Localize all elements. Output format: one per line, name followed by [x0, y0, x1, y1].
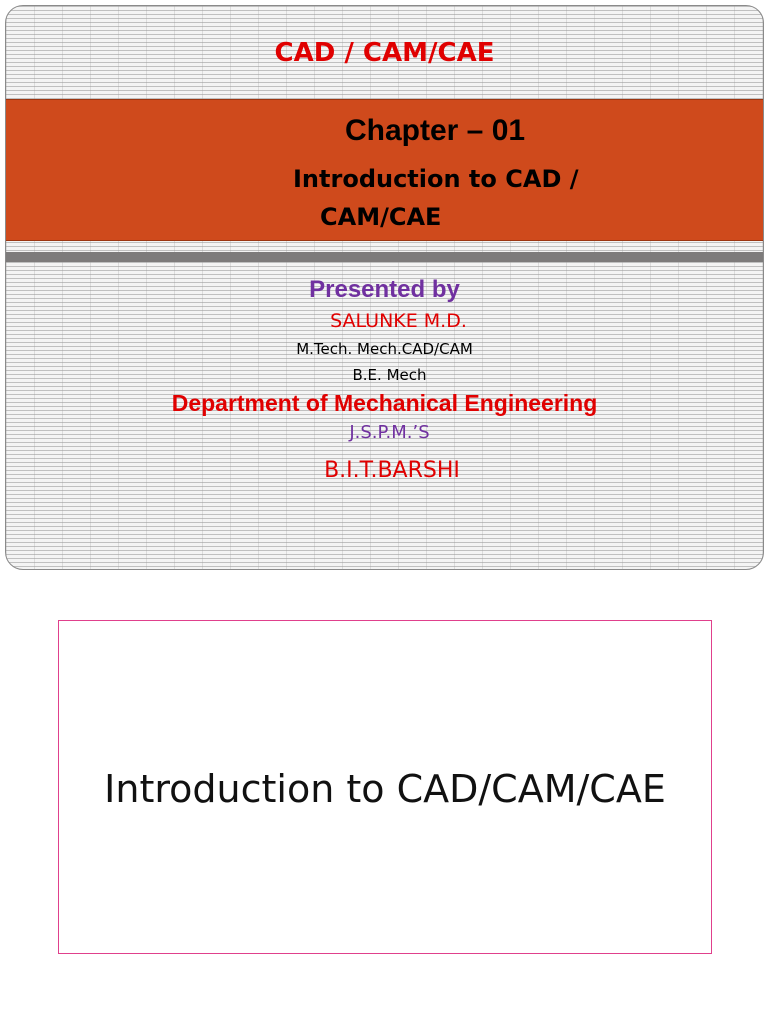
- divider-bar: [6, 252, 763, 262]
- presenter-name: SALUNKE M.D.: [330, 310, 467, 332]
- intro-slide: [58, 620, 712, 954]
- qualification-2: B.E. Mech: [352, 366, 427, 384]
- qualification-1: M.Tech. Mech.CAD/CAM: [296, 340, 473, 358]
- intro-slide-title: Introduction to CAD/CAM/CAE: [104, 767, 666, 811]
- title-band: [6, 99, 763, 241]
- subtitle-line-1: Introduction to CAD /: [293, 165, 579, 193]
- chapter-subtitle: [293, 160, 633, 236]
- department-name: Department of Mechanical Engineering: [171, 390, 598, 416]
- chapter-heading: Chapter – 01: [345, 114, 526, 147]
- presented-by-label: Presented by: [309, 276, 460, 303]
- course-title: CAD / CAM/CAE: [274, 38, 495, 68]
- title-slide: [5, 5, 764, 570]
- subtitle-line-2: CAM/CAE: [320, 203, 442, 231]
- institution-name: J.S.P.M.’S: [349, 422, 430, 443]
- institution-location: B.I.T.BARSHI: [324, 458, 460, 483]
